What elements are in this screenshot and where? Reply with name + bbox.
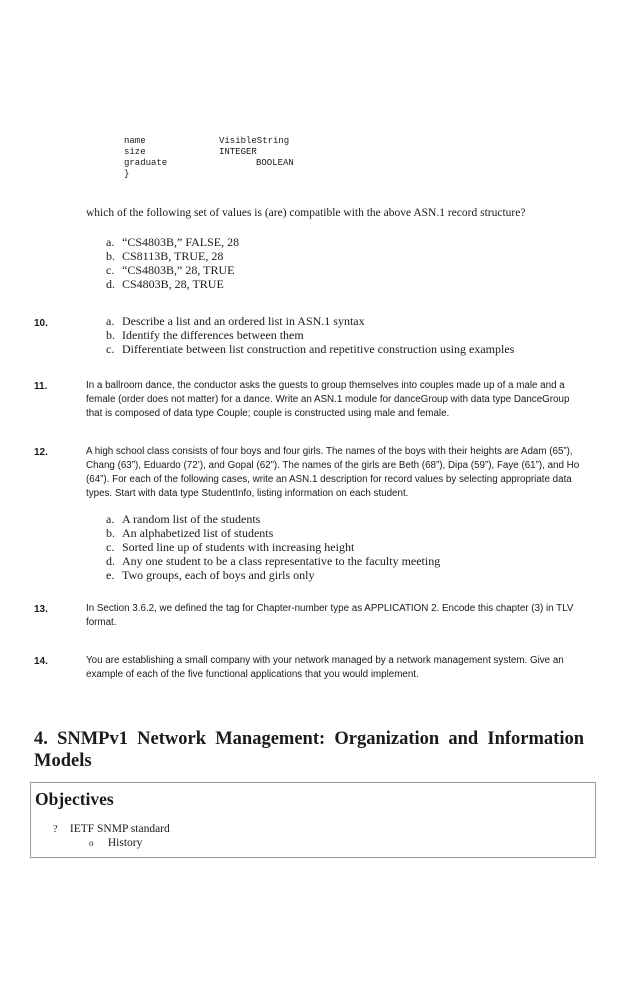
text-line: In a ballroom dance, the conductor asks the guests to group themselves into couples made up of a male and a — [86, 380, 565, 391]
list-item — [106, 263, 239, 277]
objectives-heading: Objectives — [35, 789, 114, 809]
item-label: c. — [106, 540, 115, 554]
values-options-list — [106, 235, 239, 291]
code-field: size — [124, 147, 146, 157]
item-text: “CS4803B,” FALSE, 28 — [122, 235, 240, 249]
question-number-10: 10. — [34, 318, 48, 329]
asn1-code-block — [124, 136, 324, 180]
values-question-prompt: which of the following set of values is (are) compatible with the above ASN.1 record structure? — [86, 207, 526, 219]
q12-items-list — [106, 512, 440, 582]
code-row-close — [124, 169, 324, 180]
q11-text — [86, 379, 596, 421]
item-label: a. — [106, 314, 115, 328]
item-text: CS8113B, TRUE, 28 — [122, 249, 224, 263]
bullet-marker: ? — [53, 824, 58, 835]
text-line: example of each of the five functional applications that you would implement. — [86, 669, 419, 680]
text-line: (64”). For each of the following cases, write an ASN.1 description for record values by selecting appropriate data — [86, 474, 572, 485]
list-item — [106, 540, 440, 554]
item-text: Identify the differences between them — [122, 328, 304, 342]
code-field: graduate — [124, 158, 168, 168]
question-number-13: 13. — [34, 604, 48, 615]
code-row-graduate — [124, 158, 324, 169]
item-text: A random list of the students — [122, 512, 261, 526]
objectives-box — [30, 782, 596, 858]
code-type: BOOLEAN — [256, 158, 294, 168]
item-text: An alphabetized list of students — [122, 526, 274, 540]
q12-text — [86, 445, 596, 501]
item-label: b. — [106, 328, 115, 342]
item-text: Describe a list and an ordered list in ASN.1 syntax — [122, 314, 365, 328]
list-item — [106, 568, 440, 582]
list-item — [106, 235, 239, 249]
list-item — [106, 277, 239, 291]
item-label: d. — [106, 554, 115, 568]
objectives-bullet-2 — [89, 837, 142, 849]
q10-items-list — [106, 314, 514, 356]
q14-text — [86, 654, 596, 682]
question-number-11: 11. — [34, 381, 48, 392]
list-item — [106, 512, 440, 526]
item-text: Two groups, each of boys and girls only — [122, 568, 315, 582]
item-text: Differentiate between list construction and repetitive construction using examples — [122, 342, 515, 356]
item-label: a. — [106, 235, 115, 249]
text-line: types. Start with data type StudentInfo, listing information on each student. — [86, 488, 409, 499]
text-line: A high school class consists of four boys and four girls. The names of the boys with their heights are Adam (65”), — [86, 446, 573, 457]
text-line: You are establishing a small company with your network managed by a network management system. Give an — [86, 655, 564, 666]
item-label: a. — [106, 512, 115, 526]
q13-text — [86, 602, 596, 630]
objectives-bullet-1 — [53, 823, 170, 835]
item-text: Any one student to be a class representative to the faculty meeting — [122, 554, 441, 568]
question-number-12: 12. — [34, 447, 48, 458]
bullet-text: IETF SNMP standard — [69, 823, 170, 835]
item-label: e. — [106, 568, 115, 582]
item-text: “CS4803B,” 28, TRUE — [122, 263, 235, 277]
item-label: c. — [106, 263, 115, 277]
list-item — [106, 314, 514, 328]
text-line: format. — [86, 617, 117, 628]
item-text: Sorted line up of students with increasing height — [122, 540, 355, 554]
code-type: VisibleString — [219, 136, 290, 146]
text-line: female (order does not matter) for a dance. Write an ASN.1 module for danceGroup with data type DanceGroup — [86, 394, 570, 405]
bullet-marker: o — [89, 838, 94, 848]
code-type: INTEGER — [219, 147, 257, 157]
list-item — [106, 328, 514, 342]
text-line: that is composed of data type Couple; couple is constructed using male and female. — [86, 408, 450, 419]
text-line: Chang (63”), Eduardo (72’), and Gopal (62”). The names of the girls are Beth (68”), Dipa (59”), Faye (61”), and Ho — [86, 460, 580, 471]
item-label: b. — [106, 526, 115, 540]
item-label: d. — [106, 277, 115, 291]
list-item — [106, 554, 440, 568]
code-field: } — [124, 169, 130, 179]
list-item — [106, 526, 440, 540]
code-row-size — [124, 147, 324, 158]
item-label: c. — [106, 342, 115, 356]
chapter-title: 4. SNMPv1 Network Management: Organization and Information Models — [34, 729, 584, 771]
text-line: In Section 3.6.2, we defined the tag for Chapter-number type as APPLICATION 2. Encode this chapter (3) in TLV — [86, 603, 574, 614]
list-item — [106, 342, 514, 356]
item-label: b. — [106, 249, 115, 263]
question-number-14: 14. — [34, 656, 48, 667]
bullet-text: History — [107, 837, 143, 849]
list-item — [106, 249, 239, 263]
code-row-name — [124, 136, 324, 147]
item-text: CS4803B, 28, TRUE — [122, 277, 224, 291]
code-field: name — [124, 136, 146, 146]
